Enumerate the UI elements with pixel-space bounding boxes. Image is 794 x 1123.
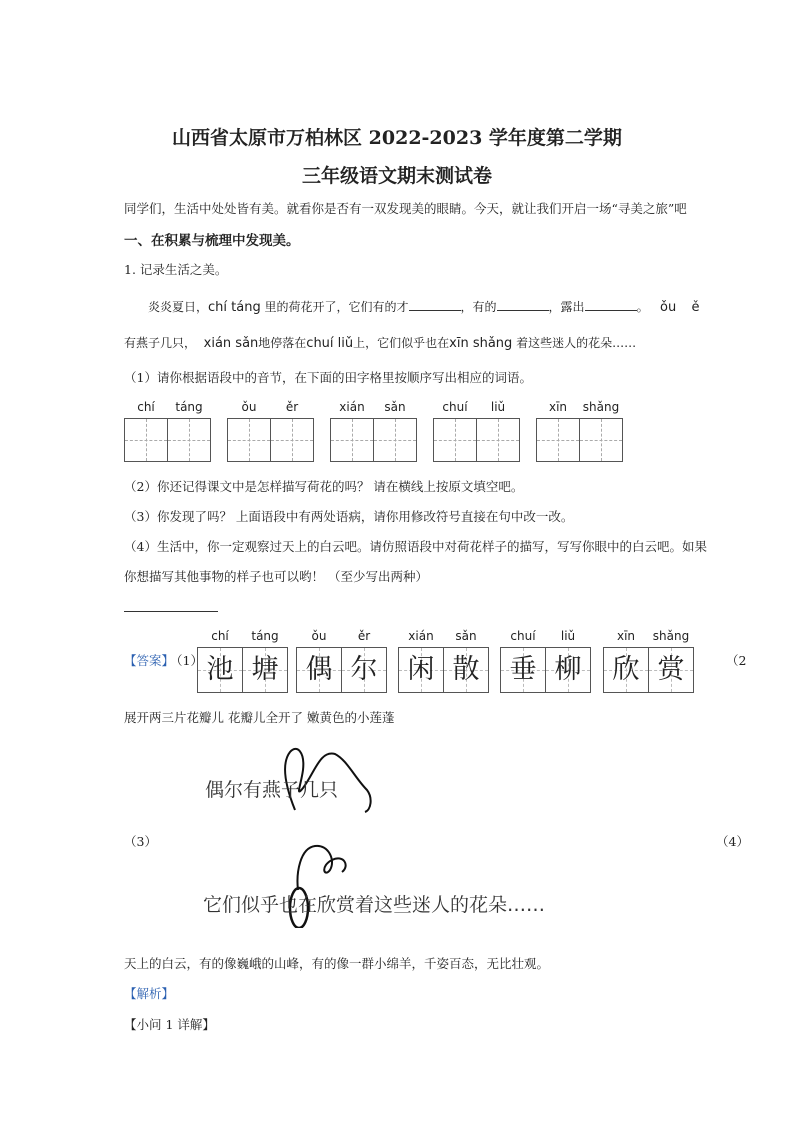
answer-char: 散 (452, 654, 480, 685)
answer-char-cell (242, 647, 288, 693)
grid-pinyin-label: chuí (442, 400, 468, 414)
answer-char: 赏 (657, 654, 685, 685)
grid-group-1[interactable] (124, 418, 210, 462)
grid-pinyin-label: liǔ (490, 400, 506, 414)
answer-char-cell (500, 647, 546, 693)
grid-cell[interactable] (579, 418, 623, 462)
grid-cell[interactable] (373, 418, 417, 462)
grid-cell[interactable] (536, 418, 580, 462)
handwritten-sentence-1: 偶尔有燕子几只 (205, 779, 339, 801)
grid-cell[interactable] (227, 418, 271, 462)
grid-group-2[interactable] (227, 418, 313, 462)
answer-grid-group (296, 647, 386, 693)
intro-text: 同学们，生活中处处皆有美。就看你是否有一双发现美的眼睛。今天，就让我们开启一场“寻美之旅”吧 (124, 201, 687, 216)
blank-1[interactable] (409, 298, 461, 311)
answer-pinyin-label: xián (408, 629, 434, 643)
passage-line-2: 有燕子几只， xián sǎn地停落在chuí liǔ上，它们似乎也在xīn shǎng 着这些迷人的花朵…… (124, 336, 637, 351)
answer-char: 欣 (612, 654, 640, 685)
answer-char: 塘 (251, 654, 279, 685)
answer-char-cell (197, 647, 243, 693)
answer-pinyin-label: liǔ (560, 629, 576, 643)
grid-pinyin-label: chí (137, 400, 155, 414)
answer-char-cell (341, 647, 387, 693)
divider (124, 611, 218, 612)
grid-pinyin-label: xīn (548, 400, 568, 414)
grid-pinyin-label: xián (339, 400, 365, 414)
grid-cell[interactable] (270, 418, 314, 462)
grid-pinyin-label: shǎng (582, 400, 620, 414)
answer-char-cell (296, 647, 342, 693)
answer-pinyin-label: táng (251, 629, 279, 643)
answer-number-1: （1） (170, 653, 203, 668)
answer-grid-group (398, 647, 488, 693)
answer-grid-group (603, 647, 693, 693)
answer-pinyin-label: chí (211, 629, 229, 643)
answer-4-text: 天上的白云，有的像巍峨的山峰，有的像一群小绵羊，千姿百态，无比壮观。 (124, 956, 550, 971)
question-detail-label: 【小问 1 详解】 (124, 1017, 215, 1032)
sub-question-2: （2）你还记得课文中是怎样描写荷花的吗？ 请在横线上按原文填空吧。 (124, 479, 524, 494)
answer-char: 柳 (554, 654, 582, 685)
answer-pinyin-label: chuí (510, 629, 536, 643)
page-subtitle: 三年级语文期末测试卷 (301, 165, 492, 187)
grid-cell[interactable] (330, 418, 374, 462)
question-1-label: 1. 记录生活之美。 (124, 262, 228, 277)
analysis-label: 【解析】 (124, 986, 175, 1001)
answer-char-cell (648, 647, 694, 693)
answer-number-3: （3） (124, 834, 157, 849)
grid-pinyin-label: ěr (285, 400, 299, 414)
answer-char: 池 (206, 654, 234, 685)
answer-pinyin-label: xīn (616, 629, 636, 643)
blank-3[interactable] (585, 298, 637, 311)
grid-pinyin-label: táng (175, 400, 203, 414)
handwritten-sentence-2: 它们似乎也在欣赏着这些迷人的花朵…… (203, 894, 546, 916)
answer-number-2: （2 (726, 653, 747, 668)
passage-line-1: 炎炎夏日，chí táng 里的荷花开了，它们有的才 ，有的 ，露出 。 ǒu ě (148, 300, 700, 315)
grid-group-4[interactable] (433, 418, 519, 462)
answer-pinyin-label: ěr (357, 629, 371, 643)
answer-pinyin-label: shǎng (652, 629, 690, 643)
answer-char: 偶 (305, 654, 333, 685)
answer-char: 尔 (350, 654, 378, 685)
answer-char-cell (603, 647, 649, 693)
answer-grid-group (500, 647, 590, 693)
grid-pinyin-label: ǒu (241, 400, 257, 414)
grid-pinyin-label: sǎn (384, 400, 406, 414)
answer-pinyin-label: sǎn (455, 629, 477, 643)
answer-2-text: 展开两三片花瓣儿 花瓣儿全开了 嫩黄色的小莲蓬 (124, 710, 395, 725)
answer-number-4: （4） (716, 834, 749, 849)
answer-grid-group (197, 647, 287, 693)
sub-question-1: （1）请你根据语段中的音节，在下面的田字格里按顺序写出相应的词语。 (124, 370, 532, 385)
sub-question-3: （3）你发现了吗？ 上面语段中有两处语病，请你用修改符号直接在句中改一改。 (124, 509, 574, 524)
answer-char-cell (545, 647, 591, 693)
sub-question-4-line-2: 你想描写其他事物的样子也可以哟！ （至少写出两种） (124, 569, 428, 584)
grid-cell[interactable] (124, 418, 168, 462)
grid-cell[interactable] (433, 418, 477, 462)
answer-char-cell (443, 647, 489, 693)
section-heading: 一、在积累与梳理中发现美。 (124, 233, 300, 249)
answer-label: 【答案】 (124, 653, 175, 668)
answer-char-cell (398, 647, 444, 693)
grid-group-5[interactable] (536, 418, 622, 462)
grid-cell[interactable] (167, 418, 211, 462)
grid-cell[interactable] (476, 418, 520, 462)
answer-char: 闲 (407, 654, 435, 685)
answer-char: 垂 (509, 654, 537, 685)
blank-2[interactable] (497, 298, 549, 311)
grid-group-3[interactable] (330, 418, 416, 462)
answer-pinyin-label: ǒu (311, 629, 327, 643)
sub-question-4-line-1: （4）生活中，你一定观察过天上的白云吧。请仿照语段中对荷花样子的描写，写写你眼中的白云吧。如果 (124, 539, 707, 554)
page-title: 山西省太原市万柏林区 2022-2023 学年度第二学期 (172, 127, 622, 149)
